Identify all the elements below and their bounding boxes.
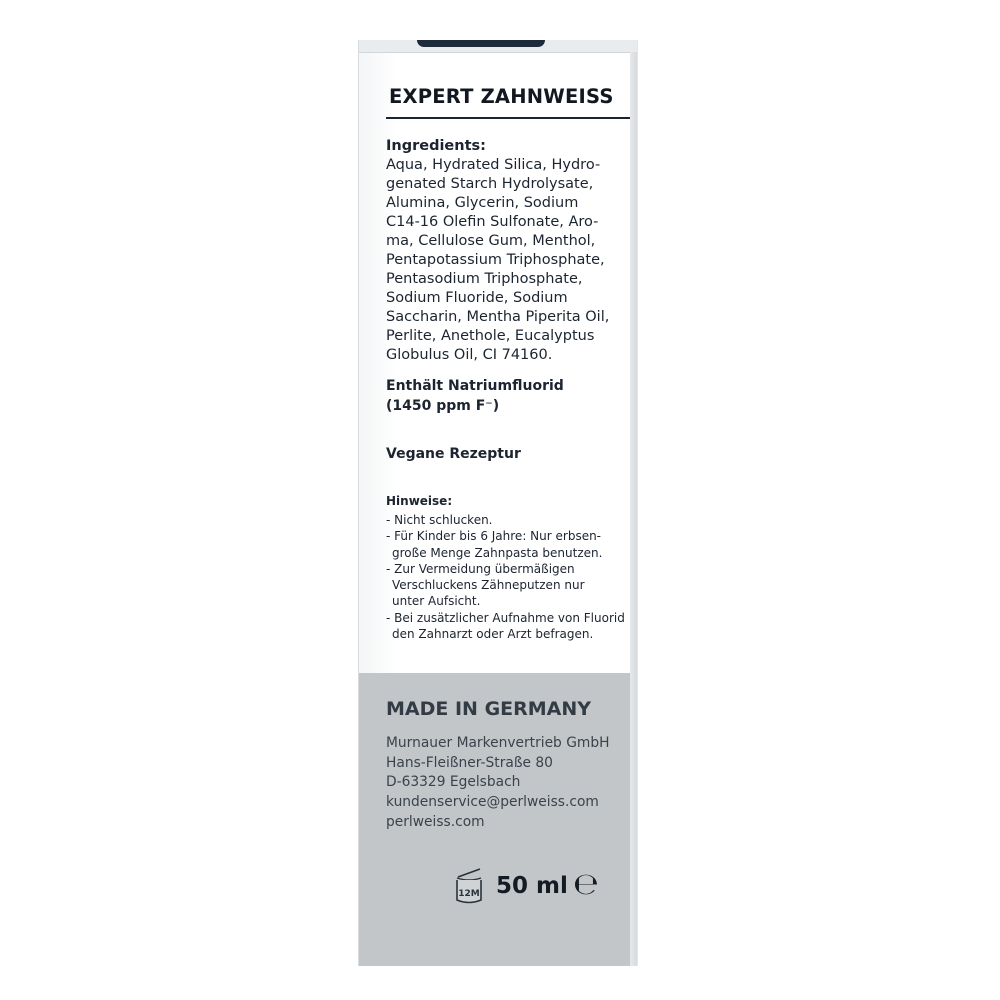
hints-heading: Hinweise: (386, 494, 453, 508)
ingredients-heading: Ingredients: (386, 138, 486, 154)
website: perlweiss.com (386, 813, 485, 830)
company-name: Murnauer Markenvertrieb GmbH (386, 735, 610, 751)
hint-line: - Bei zusätzlicher Aufnahme von Fluorid (386, 610, 625, 625)
box-edge-shading (630, 52, 637, 966)
made-in-label: MADE IN GERMANY (386, 698, 592, 720)
hints-list (386, 512, 625, 642)
ingredients-line: Alumina, Glycerin, Sodium (386, 195, 579, 211)
ingredients-line: Aqua, Hydrated Silica, Hydro- (386, 157, 601, 173)
ingredients-line: Sodium Fluoride, Sodium (386, 290, 568, 306)
ingredients-line: ma, Cellulose Gum, Menthol, (386, 233, 596, 249)
toothpaste-box-side-panel (359, 40, 637, 966)
fluoride-ppm: (1450 ppm F⁻) (386, 398, 500, 414)
contact-block (386, 793, 599, 832)
tube-cap (417, 40, 545, 47)
ingredients-line: Globulus Oil, CI 74160. (386, 347, 553, 363)
ingredients-line: Pentasodium Triphosphate, (386, 271, 583, 287)
box-top-flap (359, 40, 637, 53)
product-title: EXPERT ZAHNWEISS (389, 85, 614, 108)
city-address: D-63329 Egelsbach (386, 774, 521, 790)
email-address: kundenservice@perlweiss.com (386, 794, 599, 810)
hint-line: unter Aufsicht. (392, 594, 481, 609)
ingredients-line: Pentapotassium Triphosphate, (386, 252, 605, 268)
ingredients-line: C14-16 Olefin Sulfonate, Aro- (386, 214, 599, 230)
volume-label: 50 ml (496, 873, 568, 899)
hint-line: den Zahnarzt oder Arzt befragen. (392, 627, 594, 642)
hint-line: - Nicht schlucken. (386, 513, 493, 527)
address-block (386, 734, 609, 793)
hint-line: Verschluckens Zähneputzen nur (392, 578, 585, 593)
ingredients-list (386, 156, 609, 365)
manufacturer-panel (359, 673, 630, 966)
ingredients-line: genated Starch Hydrolysate, (386, 176, 594, 192)
hint-line: - Zur Vermeidung übermäßigen (386, 561, 575, 576)
fluoride-note (386, 376, 564, 416)
estimated-sign-icon: ℮ (573, 867, 599, 902)
pao-label: 12M (458, 889, 480, 899)
street-address: Hans-Fleißner-Straße 80 (386, 754, 553, 771)
ingredients-line: Saccharin, Mentha Piperita Oil, (386, 309, 610, 325)
fluoride-line: Enthält Natriumfluorid (386, 378, 564, 394)
open-jar-icon (452, 865, 486, 905)
hint-line: - Für Kinder bis 6 Jahre: Nur erbsen- (386, 529, 602, 544)
hint-line: große Menge Zahnpasta benutzen. (392, 545, 603, 560)
title-underline (386, 117, 630, 119)
ingredients-line: Perlite, Anethole, Eucalyptus (386, 328, 595, 344)
vegan-label: Vegane Rezeptur (386, 446, 521, 462)
